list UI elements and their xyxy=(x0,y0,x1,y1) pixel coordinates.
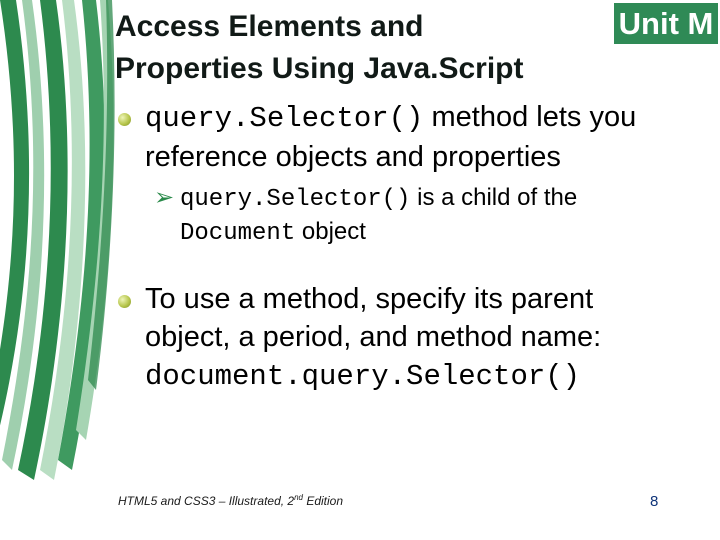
title-line-2: Properties Using Java.Script xyxy=(115,52,524,85)
sub-bullet-text-2: object xyxy=(295,218,366,245)
bullet-1-text-line-2: reference objects and properties xyxy=(145,141,561,173)
arrow-bullet-icon: ➢ xyxy=(154,184,175,211)
bullet-icon xyxy=(118,295,131,308)
bullet-2-text-line-1: To use a method, specify its parent xyxy=(145,283,594,315)
title-line-1: Access Elements and xyxy=(115,10,424,43)
bullet-1-text-line-1: method lets you xyxy=(423,101,637,133)
sub-bullet-item-1 xyxy=(118,182,708,250)
sub-bullet-code-2: Document xyxy=(180,220,296,247)
sub-bullet-text-1: is a child of the xyxy=(410,184,578,211)
bullet-icon xyxy=(118,113,131,126)
bullet-1-code: query.Selector() xyxy=(145,102,424,135)
unit-logo: Unit M xyxy=(614,3,718,44)
footer-text-after: Edition xyxy=(303,494,344,508)
bullet-2-text-line-2: object, a period, and method name: xyxy=(145,321,602,353)
page-number: 8 xyxy=(650,493,659,510)
slide-title xyxy=(115,6,595,90)
bullet-item-1 xyxy=(118,98,708,176)
footer-text-before: HTML5 and CSS3 – Illustrated, 2 xyxy=(118,494,295,508)
bullet-2-code: document.query.Selector() xyxy=(145,360,581,393)
slide-content xyxy=(118,98,708,396)
footer-superscript: nd xyxy=(294,493,303,502)
footer-text xyxy=(118,493,343,508)
bullet-item-2 xyxy=(118,280,708,396)
sub-bullet-code-1: query.Selector() xyxy=(180,186,411,213)
